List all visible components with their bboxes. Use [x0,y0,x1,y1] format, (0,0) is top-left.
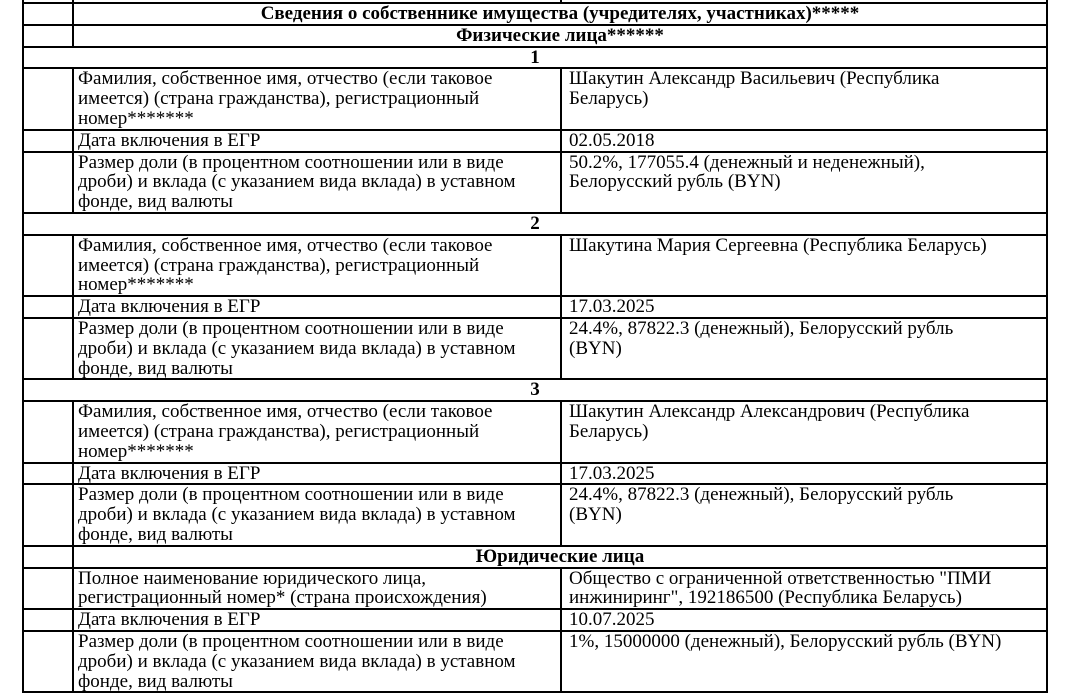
margin-cell [24,610,74,630]
margin-cell [24,26,74,46]
owners-table [22,2,1048,693]
field-value-share: 50.2%, 177055.4 (денежный и неденежный), Белорусский рубль (BYN) [569,151,925,193]
margin-cell [24,69,74,128]
table-row [24,402,1046,463]
section-header-legal-entities: Юридические лица [475,545,645,567]
label-cell-stub [74,0,562,2]
egr-extract-document [22,0,1048,693]
field-value-share: 1%, 15000000 (денежный), Белорусский рубль (BYN) [569,630,1002,652]
field-value-name: Шакутина Мария Сергеевна (Республика Беларусь) [569,234,987,256]
margin-cell [24,402,74,461]
margin-cell [24,547,74,567]
field-label-name: Фамилия, собственное имя, отчество (если таковое имеется) (страна гражданства), регистрационный номер******* [74,402,562,461]
field-label-name: Фамилия, собственное имя, отчество (если таковое имеется) (страна гражданства), регистрационный номер******* [74,69,562,128]
field-label-share: Размер доли (в процентном соотношении или в виде дроби) и вклада (с указанием вида вклада) в уставном фонде, вид валюты [74,153,562,212]
document-title: Сведения о собственнике имущества (учредителях, участниках)***** [260,3,860,24]
margin-cell [24,131,74,151]
margin-cell [24,464,74,484]
table-row [24,569,1046,611]
margin-cell [24,0,74,2]
table-row [24,48,1046,70]
field-value-date: 17.03.2025 [569,296,655,318]
margin-cell [24,236,74,295]
margin-cell [24,485,74,544]
field-label-share: Размер доли (в процентном соотношении или в виде дроби) и вклада (с указанием вида вклада) в уставном фонде, вид валюты [74,632,562,691]
margin-cell [24,319,74,378]
table-row [24,131,1046,153]
table-row [24,319,1046,380]
table-row [24,297,1046,319]
field-label-name: Фамилия, собственное имя, отчество (если таковое имеется) (страна гражданства), регистрационный номер******* [74,236,562,295]
table-row [24,485,1046,546]
table-row [24,4,1046,26]
field-label-date: Дата включения в ЕГР [74,131,562,151]
field-value-name: Шакутин Александр Васильевич (Республика Беларусь) [569,68,940,110]
table-row [24,547,1046,569]
table-row [24,26,1046,48]
entry-number: 3 [530,379,540,401]
previous-row-cutoff [22,0,1048,2]
field-label-date: Дата включения в ЕГР [74,464,562,484]
margin-cell [24,297,74,317]
field-label-share: Размер доли (в процентном соотношении или в виде дроби) и вклада (с указанием вида вклада) в уставном фонде, вид валюты [74,319,562,378]
table-row [24,380,1046,402]
field-value-share: 24.4%, 87822.3 (денежный), Белорусский рубль (BYN) [569,484,954,526]
section-header-individuals: Физические лица****** [456,24,664,46]
field-value-date: 17.03.2025 [569,462,655,484]
field-value-share: 24.4%, 87822.3 (денежный), Белорусский рубль (BYN) [569,317,954,359]
margin-cell [24,569,74,609]
table-row [24,69,1046,130]
margin-cell [24,4,74,24]
value-cell-stub [562,0,1046,2]
table-row [24,153,1046,214]
field-label-date: Дата включения в ЕГР [74,297,562,317]
table-row [24,236,1046,297]
entry-number: 2 [530,212,540,234]
field-value-date: 02.05.2018 [569,129,655,151]
field-label-share: Размер доли (в процентном соотношении или в виде дроби) и вклада (с указанием вида вклада) в уставном фонде, вид валюты [74,485,562,544]
table-row [24,214,1046,236]
table-row [24,632,1046,693]
field-label-date: Дата включения в ЕГР [74,610,562,630]
field-label-name: Полное наименование юридического лица, регистрационный номер* (страна происхождения) [74,569,562,609]
entry-number: 1 [530,46,540,68]
field-value-name: Общество с ограниченной ответственностью "ПМИ инжиниринг", 192186500 (Республика Беларусь) [569,567,992,609]
field-value-date: 10.07.2025 [569,609,655,631]
margin-cell [24,153,74,212]
margin-cell [24,632,74,691]
table-row [24,610,1046,632]
table-row [24,464,1046,486]
field-value-name: Шакутин Александр Александрович (Республика Беларусь) [569,401,970,442]
